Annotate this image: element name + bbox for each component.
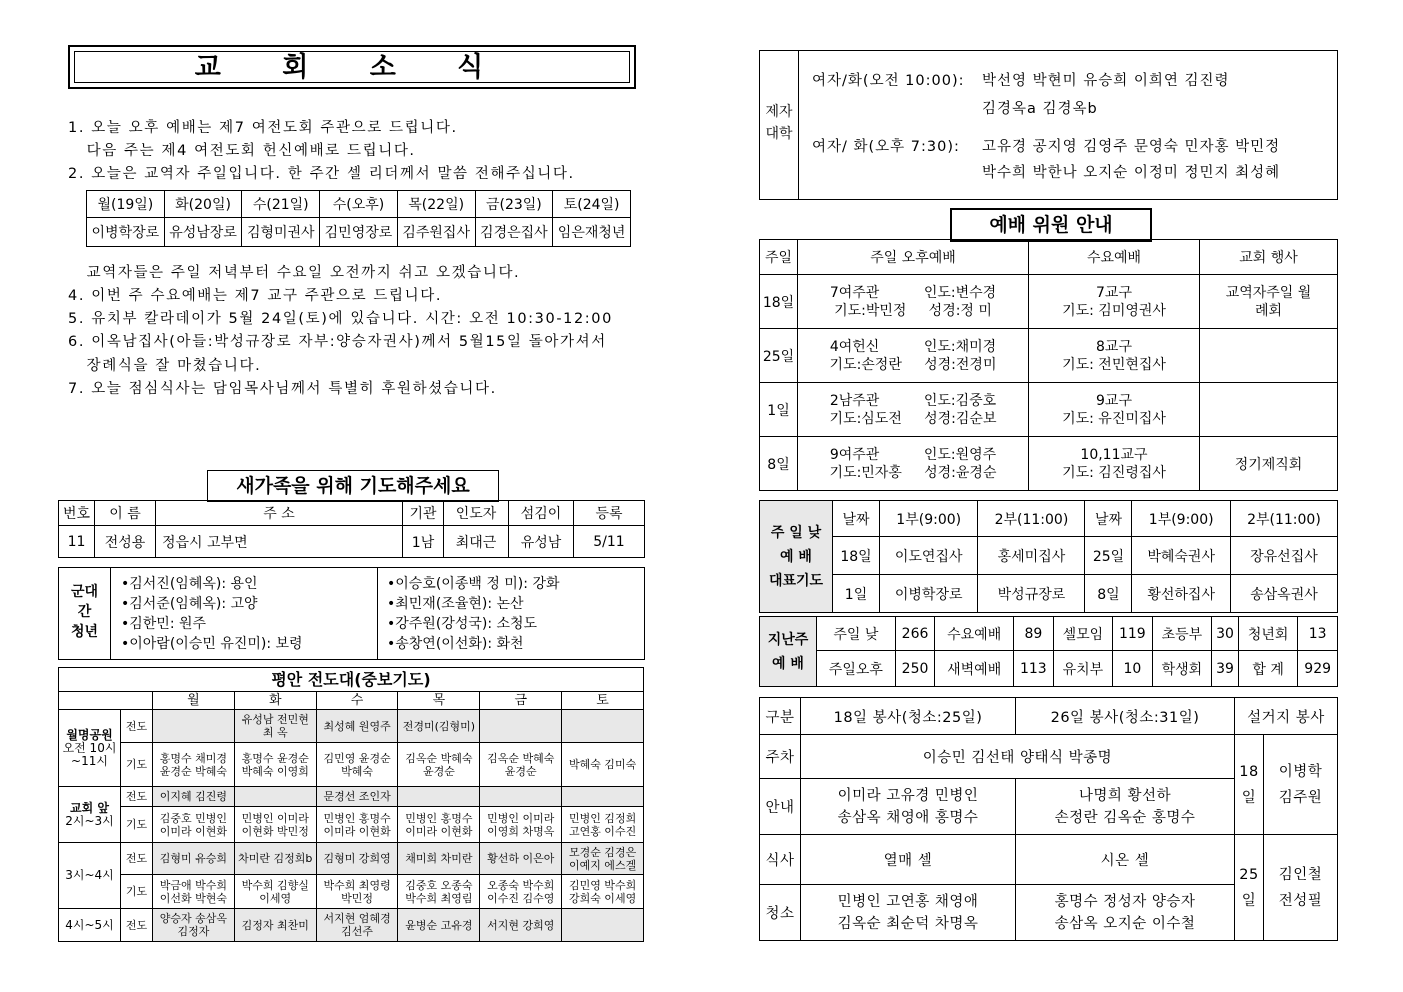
dish-date: 18 일 — [1235, 735, 1264, 835]
worship-date: 25일 — [760, 329, 798, 383]
service-header: 구분 — [760, 698, 801, 735]
prayer-header: 2부(11:00) — [1230, 501, 1337, 537]
leader-day: 수(오후) — [320, 191, 398, 218]
worship-date: 8일 — [760, 437, 798, 491]
attendance-cell: 13 — [1298, 617, 1338, 651]
leader-name: 김주원집사 — [397, 218, 475, 247]
evangelism-cell: 민병인 이미라 이현화 박민정 — [234, 807, 316, 843]
evangelism-cell: 김민영 박수희 강희숙 이세영 — [562, 875, 644, 909]
evangelism-kind: 전도 — [121, 909, 153, 942]
evangelism-cell — [398, 787, 480, 807]
evangelism-cell: 김형미 유승희 — [153, 843, 235, 875]
evangelism-cell: 박금애 박수희 이선화 박현숙 — [153, 875, 235, 909]
newfamily-cell: 5/11 — [574, 526, 645, 558]
leader-name: 이병학장로 — [87, 218, 165, 247]
attendance-cell: 30 — [1212, 617, 1239, 651]
evangelism-cell — [562, 787, 644, 807]
service-label: 청소 — [760, 885, 801, 941]
cell-leader-table — [86, 190, 631, 247]
service-header: 18일 봉사(청소:25일) — [801, 698, 1016, 735]
day-header: 화 — [234, 692, 316, 710]
service-label: 안내 — [760, 779, 801, 835]
guide-names-b: 나명희 황선하 손정란 김옥순 홍명수 — [1016, 779, 1235, 835]
worship-header: 주일 — [760, 240, 798, 275]
attendance-cell: 113 — [1014, 651, 1054, 687]
evangelism-group: 4시~5시 — [59, 909, 121, 942]
evangelism-cell: 서지현 강희영 — [480, 909, 562, 942]
leader-day: 목(22일) — [397, 191, 475, 218]
notice-line: 다음 주는 제4 여전도회 헌신예배로 드립니다. — [68, 143, 416, 159]
prayer-cell: 25일 — [1085, 537, 1132, 575]
evangelism-cell — [234, 787, 316, 807]
worship-event: 정기제직회 — [1200, 437, 1338, 491]
prayer-cell: 18일 — [833, 537, 880, 575]
newfamily-cell: 유성남 — [509, 526, 574, 558]
worship-wednesday: 9교구 기도: 유진미집사 — [1029, 383, 1200, 437]
notice-line: 장례식을 잘 마쳤습니다. — [68, 358, 262, 374]
newfamily-header: 이 름 — [95, 501, 156, 526]
day-header: 월 — [153, 692, 235, 710]
day-header: 수 — [316, 692, 398, 710]
attendance-cell: 89 — [1014, 617, 1054, 651]
prayer-cell: 1일 — [833, 575, 880, 613]
evangelism-cell: 문경선 조인자 — [316, 787, 398, 807]
evangelism-cell — [480, 787, 562, 807]
newfamily-title: 새가족을 위해 기도해주세요 — [207, 470, 499, 502]
leader-name: 유성남장로 — [164, 218, 242, 247]
leader-day: 토(24일) — [553, 191, 631, 218]
attendance-cell: 266 — [895, 617, 935, 651]
evangelism-cell — [562, 710, 644, 743]
prayer-cell: 장유선집사 — [1230, 537, 1337, 575]
service-header: 26일 봉사(청소:31일) — [1016, 698, 1235, 735]
notice-line: 5. 유치부 칼라데이가 5월 24일(토)에 있습니다. 시간: 오전 10:30-12:00 — [68, 311, 613, 327]
evangelism-cell: 오종숙 박수희 이수진 김수영 — [480, 875, 562, 909]
leader-name: 김민영장로 — [320, 218, 398, 247]
attendance-cell: 합 계 — [1238, 651, 1297, 687]
prayer-cell: 황선하집사 — [1132, 575, 1230, 613]
evangelism-cell: 유성남 전민현 최 옥 — [234, 710, 316, 743]
evangelism-cell: 차미란 김정희b — [234, 843, 316, 875]
evangelism-cell: 김옥순 박혜숙 윤경순 — [398, 743, 480, 787]
worship-afternoon: 9여주관 인도:원영주 기도:민자홍 성경:윤경순 — [798, 437, 1029, 491]
attendance-cell: 새벽예배 — [935, 651, 1014, 687]
notice-line: 1. 오늘 오후 예배는 제7 여전도회 주관으로 드립니다. — [68, 120, 458, 136]
newfamily-header: 등록 — [574, 501, 645, 526]
seminary-line1b: 김경옥a 김경옥b — [982, 101, 1098, 117]
attendance-cell: 929 — [1298, 651, 1338, 687]
prayer-header: 날짜 — [833, 501, 880, 537]
leader-day: 금(23일) — [475, 191, 553, 218]
worship-date: 1일 — [760, 383, 798, 437]
evangelism-cell: 김중호 민병인 이미라 이현화 — [153, 807, 235, 843]
newfamily-cell: 최대근 — [444, 526, 509, 558]
evangelism-group: 월명공원 오전 10시~11시 — [59, 710, 121, 787]
newfamily-cell: 전성용 — [95, 526, 156, 558]
leader-name: 김형미권사 — [242, 218, 320, 247]
attendance-cell: 250 — [895, 651, 935, 687]
military-label: 군대 간 청년 — [59, 568, 111, 659]
worship-date: 18일 — [760, 275, 798, 329]
page-title-box — [68, 45, 636, 89]
prayer-header: 1부(9:00) — [1132, 501, 1230, 537]
prayer-cell: 박성규장로 — [978, 575, 1085, 613]
attendance-label: 지난주 예 배 — [760, 617, 817, 687]
prayer-cell: 홍세미집사 — [978, 537, 1085, 575]
attendance-cell: 주일 낮 — [817, 617, 896, 651]
evangelism-cell: 민병인 홍명수 이미라 이현화 — [398, 807, 480, 843]
evangelism-cell: 이지혜 김진령 — [153, 787, 235, 807]
leader-day: 수(21일) — [242, 191, 320, 218]
newfamily-table — [58, 500, 645, 558]
evangelism-kind: 기도 — [121, 875, 153, 909]
evangelism-cell: 박수희 최영령 박민정 — [316, 875, 398, 909]
worship-afternoon: 2남주관 인도:김중호 기도:심도전 성경:김순보 — [798, 383, 1029, 437]
prayer-cell: 이병학장로 — [880, 575, 978, 613]
evangelism-cell: 채미희 차미란 — [398, 843, 480, 875]
worship-title: 예배 위원 안내 — [950, 208, 1152, 242]
service-table — [759, 697, 1338, 941]
evangelism-kind: 전도 — [121, 710, 153, 743]
seminary-line1-label: 여자/화(오전 10:00): — [812, 73, 965, 89]
service-label: 주차 — [760, 735, 801, 779]
evangelism-group: 3시~4시 — [59, 843, 121, 909]
newfamily-cell: 1남 — [403, 526, 444, 558]
evangelism-cell: 황선하 이은아 — [480, 843, 562, 875]
evangelism-cell — [480, 710, 562, 743]
prayer-cell: 8일 — [1085, 575, 1132, 613]
attendance-cell: 39 — [1212, 651, 1239, 687]
newfamily-header: 기관 — [403, 501, 444, 526]
prayer-header: 2부(11:00) — [978, 501, 1085, 537]
worship-event: 교역자주일 월례회 — [1200, 275, 1338, 329]
seminary-box — [759, 50, 1338, 200]
military-list-left: •김서진(임혜옥): 용인 •김서준(임혜옥): 고양 •김한민: 원주 •이아람(이승민 유진미): 보령 — [121, 576, 303, 652]
newfamily-cell: 정읍시 고부면 — [156, 526, 403, 558]
evangelism-table — [58, 667, 644, 942]
evangelism-cell: 민병인 김정희 고연홍 이수진 — [562, 807, 644, 843]
newfamily-header: 인도자 — [444, 501, 509, 526]
notice-line: 교역자들은 주일 저녁부터 수요일 오전까지 쉬고 오겠습니다. — [68, 265, 521, 281]
clean-names-b: 홍명수 정성자 양승자 송삼옥 오지순 이수철 — [1016, 885, 1235, 941]
guide-names-a: 이미라 고유경 민병인 송삼옥 채영애 홍명수 — [801, 779, 1016, 835]
evangelism-kind: 전도 — [121, 843, 153, 875]
notice-line: 6. 이옥남집사(아들:박성규장로 자부:양승자권사)께서 5월15일 돌아가셔서 — [68, 334, 607, 350]
day-header: 금 — [480, 692, 562, 710]
sunday-prayer-table — [759, 500, 1338, 613]
worship-wednesday: 7교구 기도: 김미영권사 — [1029, 275, 1200, 329]
evangelism-cell: 김민영 윤경순 박혜숙 — [316, 743, 398, 787]
attendance-cell: 셀모임 — [1053, 617, 1112, 651]
prayer-cell: 박혜숙권사 — [1132, 537, 1230, 575]
notice-line: 2. 오늘은 교역자 주일입니다. 한 주간 셀 리더께서 말씀 전해주십니다. — [68, 166, 575, 182]
worship-header: 교회 행사 — [1200, 240, 1338, 275]
prayer-header: 1부(9:00) — [880, 501, 978, 537]
dish-names: 이병학 김주원 — [1264, 735, 1338, 835]
attendance-table — [759, 616, 1338, 687]
prayer-header: 날짜 — [1085, 501, 1132, 537]
worship-header: 주일 오후예배 — [798, 240, 1029, 275]
military-list-right: •이승호(이종백 정 미): 강화 •최민재(조율현): 논산 •강주원(강성국): 소청도 •송창연(이선화): 화천 — [387, 576, 560, 652]
day-header: 토 — [562, 692, 644, 710]
attendance-cell: 청년회 — [1238, 617, 1297, 651]
attendance-cell: 주일오후 — [817, 651, 896, 687]
evangelism-cell: 민병인 이미라 이영희 차명옥 — [480, 807, 562, 843]
evangelism-cell: 민병인 홍명수 이미라 이현화 — [316, 807, 398, 843]
meal-a: 열매 셀 — [801, 835, 1016, 885]
dish-date: 25 일 — [1235, 835, 1264, 941]
worship-wednesday: 8교구 기도: 전민현집사 — [1029, 329, 1200, 383]
clean-names-a: 민병인 고연홍 채영애 김옥순 최순덕 차명옥 — [801, 885, 1016, 941]
leader-day: 월(19일) — [87, 191, 165, 218]
evangelism-kind: 기도 — [121, 743, 153, 787]
seminary-line2a: 고유경 공지영 김영주 문영숙 민자홍 박민정 — [982, 139, 1281, 155]
military-box — [58, 567, 645, 660]
evangelism-cell: 박수희 김향실 이세영 — [234, 875, 316, 909]
worship-afternoon: 4여헌신 인도:채미경 기도:손정란 성경:전경미 — [798, 329, 1029, 383]
page-title: 교 회 소 식 — [74, 51, 630, 83]
evangelism-cell: 윤병순 고유경 — [398, 909, 480, 942]
evangelism-kind: 전도 — [121, 787, 153, 807]
notice-line: 7. 오늘 점심식사는 담임목사님께서 특별히 후원하셨습니다. — [68, 381, 497, 397]
evangelism-cell: 모경순 김경은 이예지 에스겔 — [562, 843, 644, 875]
evangelism-cell: 김중호 오종숙 박수희 최영림 — [398, 875, 480, 909]
worship-event — [1200, 329, 1338, 383]
worship-header: 수요예배 — [1029, 240, 1200, 275]
evangelism-cell: 서지현 엄혜경 김선주 — [316, 909, 398, 942]
prayer-cell: 이도연집사 — [880, 537, 978, 575]
evangelism-cell: 김형미 강희영 — [316, 843, 398, 875]
evangelism-cell — [153, 710, 235, 743]
evangelism-title: 평안 전도대(중보기도) — [59, 668, 644, 692]
notice-line: 4. 이번 주 수요예배는 제7 교구 주관으로 드립니다. — [68, 288, 443, 304]
attendance-cell: 119 — [1113, 617, 1153, 651]
evangelism-cell: 홍명수 윤경순 박혜숙 이영희 — [234, 743, 316, 787]
evangelism-cell: 김옥순 박혜숙 윤경순 — [480, 743, 562, 787]
day-header: 목 — [398, 692, 480, 710]
sunday-prayer-label: 주 일 낮 예 배 대표기도 — [760, 501, 833, 613]
newfamily-header: 주 소 — [156, 501, 403, 526]
dish-names: 김인철 전성필 — [1264, 835, 1338, 941]
attendance-cell: 10 — [1113, 651, 1153, 687]
worship-table — [759, 239, 1338, 491]
attendance-cell: 수요예배 — [935, 617, 1014, 651]
newfamily-header: 번호 — [59, 501, 95, 526]
worship-afternoon: 7여주관 인도:변수경 기도:박민정 성경:정 미 — [798, 275, 1029, 329]
evangelism-group: 교회 앞 2시~3시 — [59, 787, 121, 843]
meal-b: 시온 셀 — [1016, 835, 1235, 885]
attendance-cell: 학생회 — [1152, 651, 1211, 687]
evangelism-kind: 기도 — [121, 807, 153, 843]
seminary-label: 제자 대학 — [760, 51, 799, 199]
parking-names: 이승민 김선태 양태식 박종명 — [801, 735, 1235, 779]
evangelism-cell: 박혜숙 김미숙 — [562, 743, 644, 787]
evangelism-cell: 김정자 최찬미 — [234, 909, 316, 942]
evangelism-cell — [562, 909, 644, 942]
leader-day: 화(20일) — [164, 191, 242, 218]
newfamily-header: 섬김이 — [509, 501, 574, 526]
seminary-line2b: 박수희 박한나 오지순 이정미 정민지 최성혜 — [982, 165, 1281, 181]
leader-name: 임은재청년 — [553, 218, 631, 247]
attendance-cell: 유치부 — [1053, 651, 1112, 687]
prayer-cell: 송삼옥권사 — [1230, 575, 1337, 613]
worship-event — [1200, 383, 1338, 437]
attendance-cell: 초등부 — [1152, 617, 1211, 651]
evangelism-cell: 최성혜 원영주 — [316, 710, 398, 743]
seminary-line1a: 박선영 박현미 유승희 이희연 김진령 — [982, 73, 1230, 89]
service-header: 설거지 봉사 — [1235, 698, 1338, 735]
evangelism-cell: 홍명수 채미경 윤경순 박혜숙 — [153, 743, 235, 787]
leader-name: 김경은집사 — [475, 218, 553, 247]
worship-wednesday: 10,11교구 기도: 김진령집사 — [1029, 437, 1200, 491]
service-label: 식사 — [760, 835, 801, 885]
newfamily-cell: 11 — [59, 526, 95, 558]
seminary-line2-label: 여자/ 화(오후 7:30): — [812, 139, 960, 155]
evangelism-cell: 전경미(김형미) — [398, 710, 480, 743]
evangelism-cell: 양승자 송삼옥 김정자 — [153, 909, 235, 942]
